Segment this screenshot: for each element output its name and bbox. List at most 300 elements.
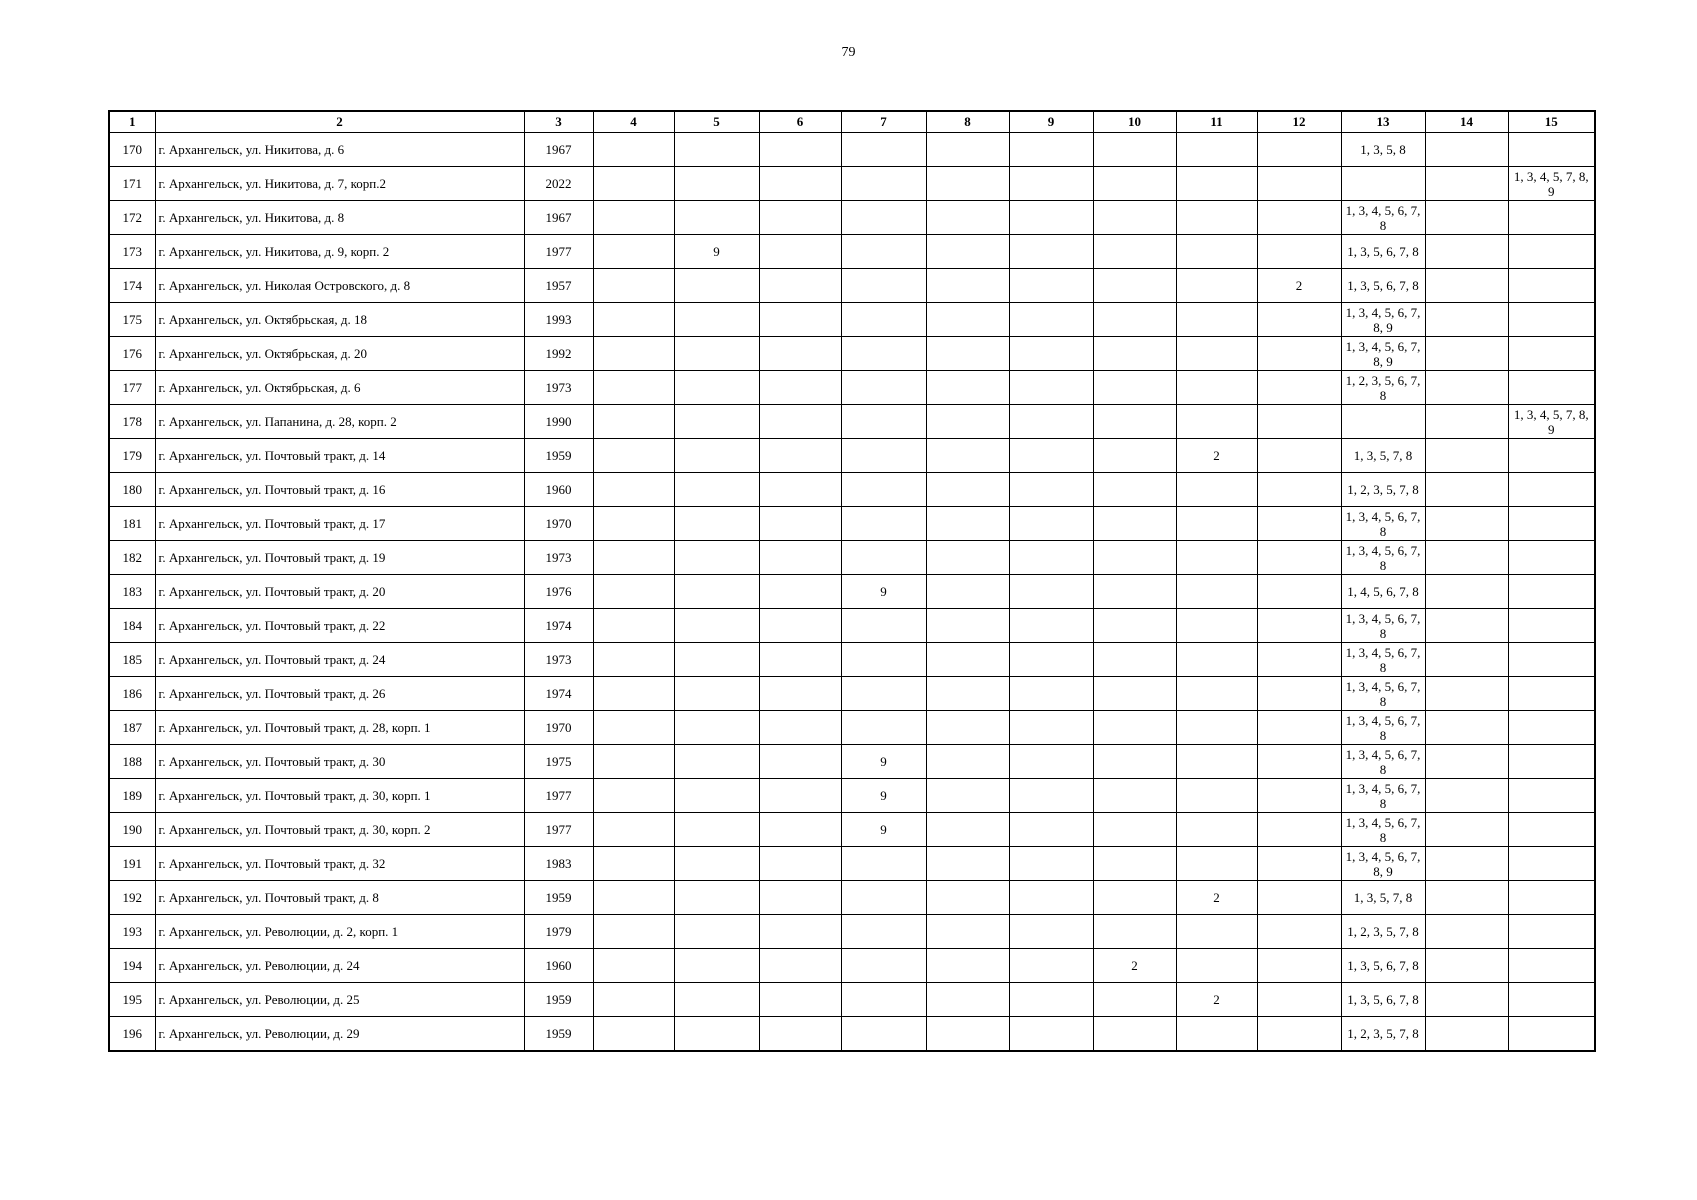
table-cell [593, 167, 674, 201]
table-cell: г. Архангельск, ул. Никитова, д. 7, корп.2 [155, 167, 524, 201]
table-cell [1093, 507, 1176, 541]
table-cell [1508, 507, 1595, 541]
table-cell: 191 [109, 847, 155, 881]
table-cell [841, 133, 926, 167]
table-cell [759, 881, 841, 915]
table-cell [593, 303, 674, 337]
table-cell: 1970 [524, 711, 593, 745]
table-cell: 1973 [524, 643, 593, 677]
table-cell [593, 915, 674, 949]
table-cell [759, 745, 841, 779]
table-cell: 183 [109, 575, 155, 609]
table-cell [759, 983, 841, 1017]
table-cell [593, 269, 674, 303]
table-cell [674, 575, 759, 609]
table-cell [1341, 405, 1425, 439]
table-cell [1093, 167, 1176, 201]
table-cell: 1, 3, 4, 5, 7, 8, 9 [1508, 167, 1595, 201]
table-cell [1093, 881, 1176, 915]
table-cell [841, 541, 926, 575]
table-cell: г. Архангельск, ул. Октябрьская, д. 20 [155, 337, 524, 371]
table-cell: 178 [109, 405, 155, 439]
table-cell [593, 473, 674, 507]
table-cell [674, 813, 759, 847]
table-cell [674, 915, 759, 949]
table-cell: 1, 2, 3, 5, 7, 8 [1341, 473, 1425, 507]
table-cell [926, 269, 1009, 303]
table-cell [759, 677, 841, 711]
table-cell [926, 575, 1009, 609]
table-cell: г. Архангельск, ул. Почтовый тракт, д. 30, корп. 2 [155, 813, 524, 847]
table-cell [759, 915, 841, 949]
table-cell [926, 167, 1009, 201]
column-header-1: 1 [109, 111, 155, 133]
column-header-15: 15 [1508, 111, 1595, 133]
table-cell [1508, 779, 1595, 813]
table-cell [1176, 507, 1257, 541]
table-cell: 1, 3, 5, 6, 7, 8 [1341, 235, 1425, 269]
table-cell [1257, 813, 1341, 847]
table-cell [1508, 133, 1595, 167]
table-cell [1009, 439, 1093, 473]
table-row [109, 269, 1595, 303]
table-cell: г. Архангельск, ул. Почтовый тракт, д. 30, корп. 1 [155, 779, 524, 813]
table-cell [1093, 575, 1176, 609]
table-cell: 1, 3, 5, 7, 8 [1341, 439, 1425, 473]
table-cell: 186 [109, 677, 155, 711]
column-header-8: 8 [926, 111, 1009, 133]
table-cell [926, 711, 1009, 745]
table-cell: 190 [109, 813, 155, 847]
table-cell: 1, 3, 4, 5, 6, 7, 8 [1341, 711, 1425, 745]
table-cell: 1, 3, 5, 7, 8 [1341, 881, 1425, 915]
table-cell [759, 201, 841, 235]
table-cell: 180 [109, 473, 155, 507]
table-cell [841, 643, 926, 677]
table-cell: 1, 2, 3, 5, 7, 8 [1341, 1017, 1425, 1052]
table-cell [674, 303, 759, 337]
table-cell [1093, 847, 1176, 881]
table-cell [759, 439, 841, 473]
table-cell: 192 [109, 881, 155, 915]
table-cell [1508, 1017, 1595, 1052]
table-cell: 1959 [524, 881, 593, 915]
table-cell [1257, 235, 1341, 269]
page-number: 79 [841, 45, 856, 60]
table-cell [1257, 949, 1341, 983]
table-cell [593, 371, 674, 405]
table-cell: 179 [109, 439, 155, 473]
table-cell [1425, 711, 1508, 745]
table-row [109, 405, 1595, 439]
table-cell [1009, 201, 1093, 235]
table-cell [1257, 643, 1341, 677]
table-cell [674, 881, 759, 915]
table-cell [1425, 1017, 1508, 1052]
table-cell [1093, 439, 1176, 473]
table-cell [759, 371, 841, 405]
table-cell [1176, 949, 1257, 983]
table-cell: 1977 [524, 235, 593, 269]
table-cell [1176, 745, 1257, 779]
table-cell: 1977 [524, 813, 593, 847]
table-cell [759, 1017, 841, 1052]
table-cell [1093, 1017, 1176, 1052]
table-cell: 2 [1176, 983, 1257, 1017]
table-cell [1176, 643, 1257, 677]
table-cell [674, 983, 759, 1017]
table-cell [1425, 915, 1508, 949]
table-cell: г. Архангельск, ул. Почтовый тракт, д. 17 [155, 507, 524, 541]
table-cell [1009, 541, 1093, 575]
table-cell: 1990 [524, 405, 593, 439]
table-cell: г. Архангельск, ул. Никитова, д. 9, корп. 2 [155, 235, 524, 269]
table-cell: г. Архангельск, ул. Никитова, д. 8 [155, 201, 524, 235]
table-cell [1176, 915, 1257, 949]
table-cell [926, 677, 1009, 711]
table-cell [1257, 1017, 1341, 1052]
table-cell [759, 167, 841, 201]
table-cell [1009, 677, 1093, 711]
table-cell [593, 609, 674, 643]
table-cell: 1, 3, 4, 5, 6, 7, 8, 9 [1341, 303, 1425, 337]
table-cell: 9 [841, 745, 926, 779]
table-cell: 9 [841, 813, 926, 847]
table-cell: г. Архангельск, ул. Революции, д. 24 [155, 949, 524, 983]
table-cell [1093, 473, 1176, 507]
table-cell: 1960 [524, 473, 593, 507]
table-cell [1093, 677, 1176, 711]
table-header-row [109, 111, 1595, 133]
table-cell [1176, 609, 1257, 643]
table-cell [1009, 371, 1093, 405]
table-cell [841, 337, 926, 371]
table-cell [1009, 949, 1093, 983]
table-cell [1508, 677, 1595, 711]
table-cell [674, 371, 759, 405]
table-cell [1176, 303, 1257, 337]
table-cell: 171 [109, 167, 155, 201]
table-row [109, 575, 1595, 609]
table-cell [1093, 133, 1176, 167]
table-cell [1508, 371, 1595, 405]
column-header-10: 10 [1093, 111, 1176, 133]
table-cell: 173 [109, 235, 155, 269]
table-cell [1176, 201, 1257, 235]
table-cell [593, 507, 674, 541]
table-cell [674, 847, 759, 881]
table-cell: 1, 3, 4, 5, 6, 7, 8 [1341, 813, 1425, 847]
table-cell: 181 [109, 507, 155, 541]
table-cell [674, 473, 759, 507]
table-cell [759, 711, 841, 745]
table-cell: 1977 [524, 779, 593, 813]
table-cell [1176, 405, 1257, 439]
table-cell [1425, 575, 1508, 609]
table-cell [1425, 133, 1508, 167]
table-cell [759, 643, 841, 677]
table-cell [841, 915, 926, 949]
table-cell: 1, 3, 4, 5, 6, 7, 8, 9 [1341, 847, 1425, 881]
table-cell: 182 [109, 541, 155, 575]
table-cell: 1, 2, 3, 5, 7, 8 [1341, 915, 1425, 949]
table-cell [593, 405, 674, 439]
table-cell [926, 133, 1009, 167]
table-cell: г. Архангельск, ул. Революции, д. 25 [155, 983, 524, 1017]
table-cell [1009, 235, 1093, 269]
table-cell [1508, 201, 1595, 235]
table-cell [1176, 337, 1257, 371]
table-cell [1009, 881, 1093, 915]
column-header-6: 6 [759, 111, 841, 133]
table-cell [1093, 779, 1176, 813]
table-cell: 1957 [524, 269, 593, 303]
table-cell [1257, 167, 1341, 201]
table-cell: 189 [109, 779, 155, 813]
column-header-5: 5 [674, 111, 759, 133]
table-cell [1425, 439, 1508, 473]
table-cell [1009, 609, 1093, 643]
table-row [109, 439, 1595, 473]
table-cell [926, 473, 1009, 507]
table-cell [841, 983, 926, 1017]
table-row [109, 541, 1595, 575]
table-cell [759, 813, 841, 847]
table-cell [759, 405, 841, 439]
table-cell [1425, 167, 1508, 201]
table-cell [1508, 439, 1595, 473]
table-cell [1425, 371, 1508, 405]
table-cell [926, 405, 1009, 439]
column-header-3: 3 [524, 111, 593, 133]
table-cell [674, 711, 759, 745]
table-cell [1009, 337, 1093, 371]
table-cell: 1, 3, 4, 5, 7, 8, 9 [1508, 405, 1595, 439]
table-cell [926, 745, 1009, 779]
table-cell: 1993 [524, 303, 593, 337]
table-cell: 2022 [524, 167, 593, 201]
table-cell [759, 133, 841, 167]
table-cell [841, 439, 926, 473]
table-cell: 1, 4, 5, 6, 7, 8 [1341, 575, 1425, 609]
table-cell [926, 643, 1009, 677]
table-cell [926, 949, 1009, 983]
table-row [109, 609, 1595, 643]
table-cell: г. Архангельск, ул. Папанина, д. 28, корп. 2 [155, 405, 524, 439]
table-cell: 184 [109, 609, 155, 643]
table-cell [841, 473, 926, 507]
table-cell [593, 133, 674, 167]
table-cell [841, 1017, 926, 1052]
table-cell [593, 813, 674, 847]
table-cell [1093, 201, 1176, 235]
table-cell [674, 1017, 759, 1052]
table-row [109, 133, 1595, 167]
table-cell [593, 847, 674, 881]
table-cell [1257, 677, 1341, 711]
table-cell [593, 745, 674, 779]
table-cell [1425, 235, 1508, 269]
table-cell [926, 847, 1009, 881]
table-cell: 1, 2, 3, 5, 6, 7, 8 [1341, 371, 1425, 405]
table-row [109, 643, 1595, 677]
table-cell [1176, 473, 1257, 507]
table-cell [1093, 541, 1176, 575]
table-cell [1425, 507, 1508, 541]
table-cell [1257, 575, 1341, 609]
table-cell [593, 201, 674, 235]
table-cell [1425, 677, 1508, 711]
column-header-7: 7 [841, 111, 926, 133]
table-cell [1093, 983, 1176, 1017]
table-cell [1508, 881, 1595, 915]
table-cell: 172 [109, 201, 155, 235]
table-cell: г. Архангельск, ул. Почтовый тракт, д. 24 [155, 643, 524, 677]
table-cell [593, 643, 674, 677]
table-row [109, 711, 1595, 745]
table-cell [1176, 677, 1257, 711]
table-cell [841, 949, 926, 983]
table-cell [674, 609, 759, 643]
table-cell [1425, 303, 1508, 337]
table-cell [1093, 303, 1176, 337]
table-cell [593, 779, 674, 813]
table-cell: 2 [1093, 949, 1176, 983]
table-cell [1425, 983, 1508, 1017]
table-row [109, 915, 1595, 949]
table-cell [1425, 269, 1508, 303]
table-cell: 1976 [524, 575, 593, 609]
table-row [109, 677, 1595, 711]
table-cell [1341, 167, 1425, 201]
table-cell [759, 269, 841, 303]
table-cell [1009, 1017, 1093, 1052]
table-cell [1508, 983, 1595, 1017]
table-cell [674, 269, 759, 303]
column-header-11: 11 [1176, 111, 1257, 133]
table-cell: 1959 [524, 983, 593, 1017]
table-cell [1009, 779, 1093, 813]
table-cell [1425, 541, 1508, 575]
table-cell [759, 235, 841, 269]
table-cell [674, 677, 759, 711]
table-cell: 177 [109, 371, 155, 405]
table-cell: г. Архангельск, ул. Октябрьская, д. 18 [155, 303, 524, 337]
table-cell: 1, 3, 5, 6, 7, 8 [1341, 949, 1425, 983]
table-cell: 1960 [524, 949, 593, 983]
table-cell [841, 269, 926, 303]
table-cell [1425, 609, 1508, 643]
table-cell: 175 [109, 303, 155, 337]
table-cell [1257, 473, 1341, 507]
column-header-9: 9 [1009, 111, 1093, 133]
table-cell [1176, 167, 1257, 201]
table-cell [926, 881, 1009, 915]
table-cell: г. Архангельск, ул. Революции, д. 29 [155, 1017, 524, 1052]
table-cell: г. Архангельск, ул. Почтовый тракт, д. 19 [155, 541, 524, 575]
table-row [109, 235, 1595, 269]
table-cell [1508, 609, 1595, 643]
table-row [109, 949, 1595, 983]
table-cell [759, 609, 841, 643]
table-cell [1508, 337, 1595, 371]
table-cell [674, 439, 759, 473]
table-cell [1176, 371, 1257, 405]
table-cell: 9 [674, 235, 759, 269]
table-cell [841, 609, 926, 643]
table-cell [759, 507, 841, 541]
column-header-2: 2 [155, 111, 524, 133]
table-cell [1257, 541, 1341, 575]
table-cell [926, 541, 1009, 575]
table-cell [759, 303, 841, 337]
table-cell [593, 881, 674, 915]
table-cell [1257, 371, 1341, 405]
table-cell [1425, 745, 1508, 779]
table-cell [1009, 983, 1093, 1017]
table-cell [1176, 711, 1257, 745]
table-row [109, 473, 1595, 507]
table-cell: 1, 3, 5, 6, 7, 8 [1341, 983, 1425, 1017]
table-cell [1009, 405, 1093, 439]
table-cell: 1, 3, 4, 5, 6, 7, 8 [1341, 677, 1425, 711]
column-header-14: 14 [1425, 111, 1508, 133]
table-cell: 176 [109, 337, 155, 371]
table-cell [1257, 507, 1341, 541]
table-cell: 9 [841, 575, 926, 609]
table-cell [1093, 813, 1176, 847]
table-cell [841, 201, 926, 235]
table-cell [593, 235, 674, 269]
table-cell [926, 779, 1009, 813]
column-header-4: 4 [593, 111, 674, 133]
table-cell [926, 303, 1009, 337]
table-cell [1508, 303, 1595, 337]
table-cell [841, 167, 926, 201]
table-cell: 187 [109, 711, 155, 745]
table-cell: г. Архангельск, ул. Почтовый тракт, д. 30 [155, 745, 524, 779]
table-cell [674, 745, 759, 779]
table-cell: г. Архангельск, ул. Почтовый тракт, д. 26 [155, 677, 524, 711]
table-cell [759, 575, 841, 609]
table-cell [1009, 915, 1093, 949]
table-cell [593, 677, 674, 711]
table-cell [1425, 337, 1508, 371]
table-cell [926, 371, 1009, 405]
table-cell [1257, 915, 1341, 949]
table-cell [1425, 847, 1508, 881]
table-cell [1425, 779, 1508, 813]
table-cell: 1992 [524, 337, 593, 371]
table-cell [674, 405, 759, 439]
table-cell [593, 711, 674, 745]
table-cell [1508, 813, 1595, 847]
table-cell [759, 847, 841, 881]
table-cell [1257, 133, 1341, 167]
table-cell [593, 541, 674, 575]
table-cell [759, 949, 841, 983]
table-cell [674, 201, 759, 235]
table-cell: г. Архангельск, ул. Революции, д. 2, корп. 1 [155, 915, 524, 949]
table-cell [1508, 915, 1595, 949]
table-cell [1176, 575, 1257, 609]
table-cell [1425, 643, 1508, 677]
table-cell: 1, 3, 4, 5, 6, 7, 8 [1341, 541, 1425, 575]
table-row [109, 779, 1595, 813]
table-row [109, 507, 1595, 541]
table-cell [674, 133, 759, 167]
table-cell: 1974 [524, 609, 593, 643]
